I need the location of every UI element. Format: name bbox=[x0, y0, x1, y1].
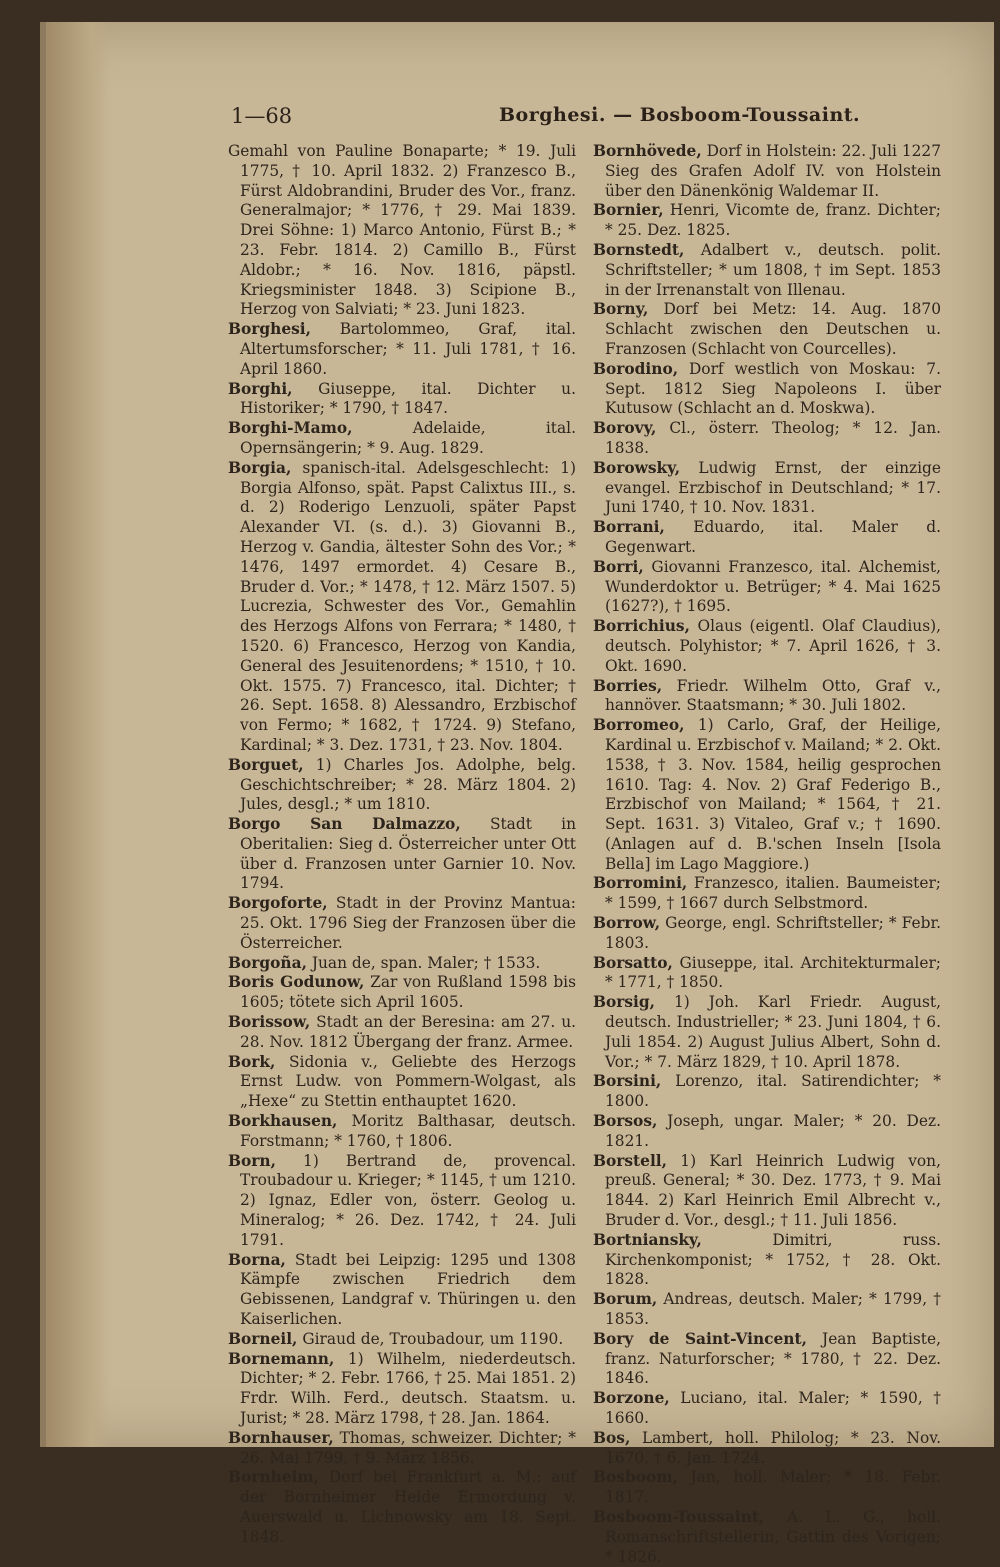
entry-text: Olaus (eigentl. Olaf Claudius), deutsch. Polyhistor; * 7. April 1626, † 3. Okt. 1690. bbox=[605, 617, 941, 675]
entry-headword: Bos, bbox=[593, 1428, 631, 1447]
dictionary-entry bbox=[593, 1072, 941, 1112]
entry-headword: Bornheim, bbox=[228, 1468, 320, 1487]
entry-headword: Borromini, bbox=[593, 874, 688, 893]
dictionary-entry bbox=[228, 1429, 576, 1469]
entry-headword: Boris Godunow, bbox=[228, 973, 365, 992]
entry-text: Dimitri, russ. Kirchenkomponist; * 1752, † 28. Okt. 1828. bbox=[605, 1230, 941, 1289]
entry-text: 1) Joh. Karl Friedr. August, deutsch. Industrieller; * 23. Juni 1804, † 6. Juli 1854. 2) August Julius Albert, Sohn d. Vor.; * 7. März 1829, † 10. April 1878. bbox=[605, 993, 941, 1071]
entry-headword: Borgoña, bbox=[228, 953, 307, 972]
dictionary-entry bbox=[593, 300, 941, 359]
entry-text: Giuseppe, ital. Architekturmaler; * 1771, † 1850. bbox=[605, 953, 941, 992]
entry-headword: Borkhausen, bbox=[228, 1112, 338, 1131]
entry-text: Luciano, ital. Maler; * 1590, † 1660. bbox=[605, 1389, 941, 1427]
entry-headword: Borgia, bbox=[228, 458, 292, 477]
dictionary-entry bbox=[228, 1053, 576, 1112]
entry-headword: Borromeo, bbox=[593, 716, 685, 735]
entry-text: Adalbert v., deutsch. polit. Schriftsteller; * um 1808, † im Sept. 1853 in der Irrenanstalt von Illenau. bbox=[605, 240, 941, 299]
entry-text: Franzesco, italien. Baumeister; * 1599, † 1667 durch Selbstmord. bbox=[605, 874, 941, 913]
entry-headword: Borsini, bbox=[593, 1072, 662, 1091]
dictionary-entry bbox=[228, 1013, 576, 1053]
entry-text: Dorf in Holstein: 22. Juli 1227 Sieg des Grafen Adolf IV. von Holstein über den Dänenkönig Waldemar II. bbox=[605, 142, 941, 200]
entry-text: 1) Bertrand de, provencal. Troubadour u. Krieger; * 1145, † um 1210. 2) Ignaz, Edler von, österr. Geolog u. Mineralog; * 26. Dez. 1742, † 24. Juli 1791. bbox=[240, 1151, 576, 1249]
page-number: 1—68 bbox=[231, 104, 293, 128]
entry-headword: Borries, bbox=[593, 676, 663, 695]
entry-text: Gemahl von Pauline Bonaparte; * 19. Juli 1775, † 10. April 1832. 2) Franzesco B., Fürst Aldobrandini, Bruder des Vor., franz. Generalmajor; * 1776, † 29. Mai 1839. Drei Söhne: 1) Marco Antonio, Fürst B.; * 23. Febr. 1814. 2) Camillo B., Fürst Aldobr.; * 16. Nov. 1816, päpstl. Kriegsminister 1848. 3) Scipione B., Herzog von Salviati; * 23. Juni 1823. bbox=[228, 142, 576, 319]
entry-headword: Borum, bbox=[593, 1290, 658, 1309]
entry-text: Jan, holl. Maler; * 18. Febr. 1817. bbox=[605, 1468, 941, 1507]
entry-headword: Borghesi, bbox=[228, 320, 311, 339]
dictionary-columns bbox=[228, 142, 968, 1566]
entry-headword: Bornhauser, bbox=[228, 1428, 334, 1447]
dictionary-entry bbox=[228, 973, 576, 1013]
entry-text: Stadt an der Beresina: am 27. u. 28. Nov. 1812 Übergang der franz. Armee. bbox=[240, 1013, 576, 1051]
book-spine-shadow bbox=[46, 22, 110, 1447]
dictionary-entry bbox=[228, 320, 576, 379]
dictionary-entry bbox=[228, 380, 576, 420]
dictionary-entry bbox=[593, 1152, 941, 1231]
entry-text: 1) Wilhelm, niederdeutsch. Dichter; * 2. Febr. 1766, † 25. Mai 1851. 2) Frdr. Wilh. Ferd., deutsch. Staatsm. u. Jurist; * 28. März 1798, † 28. Jan. 1864. bbox=[240, 1349, 576, 1427]
entry-headword: Borneil, bbox=[228, 1329, 298, 1348]
dictionary-entry bbox=[228, 1251, 576, 1330]
entry-headword: Bosboom, bbox=[593, 1468, 678, 1487]
entry-text: Eduardo, ital. Maler d. Gegenwart. bbox=[605, 518, 941, 556]
entry-text: Jean Baptiste, franz. Naturforscher; * 1780, † 22. Dez. 1846. bbox=[605, 1329, 941, 1388]
entry-text: Dorf bei Metz: 14. Aug. 1870 Schlacht zwischen den Deutschen u. Franzosen (Schlacht von Courcelles). bbox=[605, 300, 941, 358]
dictionary-entry bbox=[228, 1468, 576, 1547]
entry-text: Ludwig Ernst, der einzige evangel. Erzbischof in Deutschland; * 17. Juni 1740, † 10. Nov. 1831. bbox=[605, 458, 941, 517]
entry-headword: Bory de Saint-Vincent, bbox=[593, 1329, 807, 1348]
dictionary-entry bbox=[228, 459, 576, 756]
entry-headword: Borghi, bbox=[228, 379, 293, 398]
entry-text: Thomas, schweizer. Dichter; * 26. Mai 1799, † 9. März 1856. bbox=[240, 1428, 576, 1467]
entry-headword: Borrani, bbox=[593, 518, 665, 537]
entry-text: Adelaide, ital. Opernsängerin; * 9. Aug. 1829. bbox=[240, 419, 576, 457]
entry-headword: Borrichius, bbox=[593, 617, 690, 636]
dictionary-entry bbox=[593, 201, 941, 241]
entry-headword: Bornhövede, bbox=[593, 142, 702, 160]
left-column bbox=[228, 142, 576, 1548]
entry-headword: Borgo San Dalmazzo, bbox=[228, 815, 461, 834]
dictionary-entry bbox=[593, 1468, 941, 1508]
dictionary-entry bbox=[593, 518, 941, 558]
dictionary-entry bbox=[593, 1508, 941, 1567]
dictionary-entry bbox=[593, 1330, 941, 1389]
entry-text: Lambert, holl. Philolog; * 23. Nov. 1670, † 6. Jan. 1724. bbox=[605, 1428, 941, 1467]
entry-headword: Borny, bbox=[593, 300, 649, 319]
dictionary-entry bbox=[593, 1389, 941, 1429]
dictionary-entry bbox=[593, 360, 941, 419]
entry-headword: Born, bbox=[228, 1151, 276, 1170]
entry-text: George, engl. Schriftsteller; * Febr. 1803. bbox=[605, 914, 941, 952]
entry-text: Sidonia v., Geliebte des Herzogs Ernst Ludw. von Pommern-Wolgast, als „Hexe“ zu Stettin enthauptet 1620. bbox=[240, 1052, 576, 1111]
dictionary-entry bbox=[593, 419, 941, 459]
dictionary-entry bbox=[228, 954, 576, 974]
entry-headword: Borghi-Mamo, bbox=[228, 419, 353, 438]
entry-headword: Borodino, bbox=[593, 359, 679, 378]
dictionary-entry bbox=[228, 1350, 576, 1429]
dictionary-entry bbox=[228, 142, 576, 320]
entry-text: Bartolommeo, Graf, ital. Altertumsforscher; * 11. Juli 1781, † 16. April 1860. bbox=[240, 320, 576, 378]
entry-headword: Bortniansky, bbox=[593, 1230, 702, 1249]
dictionary-entry bbox=[228, 894, 576, 953]
entry-text: Cl., österr. Theolog; * 12. Jan. 1838. bbox=[605, 419, 941, 457]
dictionary-entry bbox=[593, 993, 941, 1072]
entry-headword: Borstell, bbox=[593, 1151, 667, 1170]
entry-text: Dorf bei Frankfurt a. M.: auf der Bornheimer Heide Ermordung v. Auerswald u. Lichnowsky am 18. Sept. 1848. bbox=[240, 1468, 576, 1546]
dictionary-entry bbox=[593, 914, 941, 954]
dictionary-entry bbox=[593, 874, 941, 914]
dictionary-entry bbox=[228, 1152, 576, 1251]
entry-headword: Borna, bbox=[228, 1250, 286, 1269]
entry-text: Friedr. Wilhelm Otto, Graf v., hannöver. Staatsmann; * 30. Juli 1802. bbox=[605, 676, 941, 715]
dictionary-entry bbox=[593, 1112, 941, 1152]
entry-headword: Bornier, bbox=[593, 201, 664, 220]
entry-headword: Borissow, bbox=[228, 1013, 311, 1032]
entry-text: A. L. G., holl. Romanschriftstellerin, Gattin des Vorigen; * 1826. bbox=[605, 1507, 941, 1566]
dictionary-entry bbox=[593, 142, 941, 201]
entry-headword: Borovy, bbox=[593, 419, 657, 438]
entry-text: Dorf westlich von Moskau: 7. Sept. 1812 Sieg Napoleons I. über Kutusow (Schlacht an d. Moskwa). bbox=[605, 359, 941, 418]
dictionary-entry bbox=[593, 677, 941, 717]
dictionary-entry bbox=[593, 241, 941, 300]
dictionary-entry bbox=[228, 815, 576, 894]
entry-headword: Borowsky, bbox=[593, 458, 681, 477]
entry-text: Juan de, span. Maler; † 1533. bbox=[306, 953, 541, 972]
entry-text: Henri, Vicomte de, franz. Dichter; * 25. Dez. 1825. bbox=[605, 201, 941, 240]
entry-text: Giuseppe, ital. Dichter u. Historiker; * 1790, † 1847. bbox=[240, 379, 576, 418]
right-column bbox=[593, 142, 941, 1567]
dictionary-entry bbox=[593, 954, 941, 994]
entry-text: Stadt bei Leipzig: 1295 und 1308 Kämpfe zwischen Friedrich dem Gebissenen, Landgraf v. Thüringen u. den Kaiserlichen. bbox=[240, 1250, 576, 1329]
dictionary-entry bbox=[593, 558, 941, 617]
entry-text: Joseph, ungar. Maler; * 20. Dez. 1821. bbox=[605, 1112, 941, 1150]
entry-headword: Borrow, bbox=[593, 914, 661, 933]
dictionary-entry bbox=[593, 617, 941, 676]
dictionary-entry bbox=[593, 1231, 941, 1290]
entry-headword: Bork, bbox=[228, 1052, 276, 1071]
entry-headword: Borsos, bbox=[593, 1112, 658, 1131]
entry-headword: Borsig, bbox=[593, 993, 656, 1012]
entry-text: Lorenzo, ital. Satirendichter; * 1800. bbox=[605, 1072, 941, 1111]
dictionary-entry bbox=[228, 1112, 576, 1152]
entry-text: 1) Charles Jos. Adolphe, belg. Geschichtschreiber; * 28. März 1804. 2) Jules, desgl.; * um 1810. bbox=[240, 755, 576, 814]
dictionary-entry bbox=[593, 716, 941, 874]
dictionary-entry bbox=[228, 1330, 576, 1350]
entry-headword: Bosboom-Toussaint, bbox=[593, 1507, 765, 1526]
entry-text: 1) Carlo, Graf, der Heilige, Kardinal u. Erzbischof v. Mailand; * 2. Okt. 1538, † 3. Nov. 1584, heilig gesprochen 1610. Tag: 4. Nov. 2) Graf Federigo B., Erzbischof von Mailand; * 1564, † 21. Sept. 1631. 3) Vitaleo, Graf v.; † 1690. (Anlagen auf d. B.'schen Inseln [Isola Bella] im Lago Maggiore.) bbox=[605, 716, 941, 873]
entry-headword: Borguet, bbox=[228, 755, 304, 774]
dictionary-entry bbox=[593, 459, 941, 518]
entry-text: Giraud de, Troubadour, um 1190. bbox=[297, 1329, 564, 1348]
entry-text: Stadt in Oberitalien: Sieg d. Österreicher unter Ott über d. Franzosen unter Garnier 10. Nov. 1794. bbox=[240, 815, 576, 893]
entry-text: Giovanni Franzesco, ital. Alchemist, Wunderdoktor u. Betrüger; * 4. Mai 1625 (1627?), † 1695. bbox=[605, 557, 941, 616]
dictionary-entry bbox=[593, 1290, 941, 1330]
entry-text: Stadt in der Provinz Mantua: 25. Okt. 1796 Sieg der Franzosen über die Österreicher. bbox=[240, 894, 576, 952]
entry-text: 1) Karl Heinrich Ludwig von, preuß. General; * 30. Dez. 1773, † 9. Mai 1844. 2) Karl Heinrich Emil Albrecht v., Bruder d. Vor., desgl.; † 11. Juli 1856. bbox=[605, 1151, 941, 1230]
entry-text: Zar von Rußland 1598 bis 1605; tötete sich April 1605. bbox=[240, 973, 576, 1012]
entry-text: Andreas, deutsch. Maler; * 1799, † 1853. bbox=[605, 1290, 941, 1329]
dictionary-entry bbox=[593, 1429, 941, 1469]
entry-headword: Bornstedt, bbox=[593, 240, 685, 259]
entry-headword: Borsatto, bbox=[593, 953, 673, 972]
dictionary-entry bbox=[228, 756, 576, 815]
entry-text: Moritz Balthasar, deutsch. Forstmann; * 1760, † 1806. bbox=[240, 1112, 576, 1150]
entry-headword: Borgoforte, bbox=[228, 894, 328, 913]
running-title: Borghesi. — Bosboom-Toussaint. bbox=[499, 104, 861, 126]
entry-headword: Bornemann, bbox=[228, 1349, 335, 1368]
entry-headword: Borri, bbox=[593, 557, 644, 576]
dictionary-entry bbox=[228, 419, 576, 459]
entry-headword: Borzone, bbox=[593, 1389, 670, 1408]
entry-text: spanisch-ital. Adelsgeschlecht: 1) Borgia Alfonso, spät. Papst Calixtus III., s. d. 2) Roderigo Lenzuoli, später Papst Alexander VI. (s. d.). 3) Giovanni B., Herzog v. Gandia, ältester Sohn des Vor.; * 1476, 1497 ermordet. 4) Cesare B., Bruder d. Vor.; * 1478, † 12. März 1507. 5) Lucrezia, Schwester des Vor., Gemahlin des Herzogs Alfons von Ferrara; * 1480, † 1520. 6) Francesco, Herzog von Kandia, General des Jesuitenordens; * 1510, † 10. Okt. 1575. 7) Francesco, ital. Dichter; † 26. Sept. 1658. 8) Alessandro, Erzbischof von Fermo; * 1682, † 1724. 9) Stefano, Kardinal; * 3. Dez. 1731, † 23. Nov. 1804. bbox=[240, 458, 576, 754]
